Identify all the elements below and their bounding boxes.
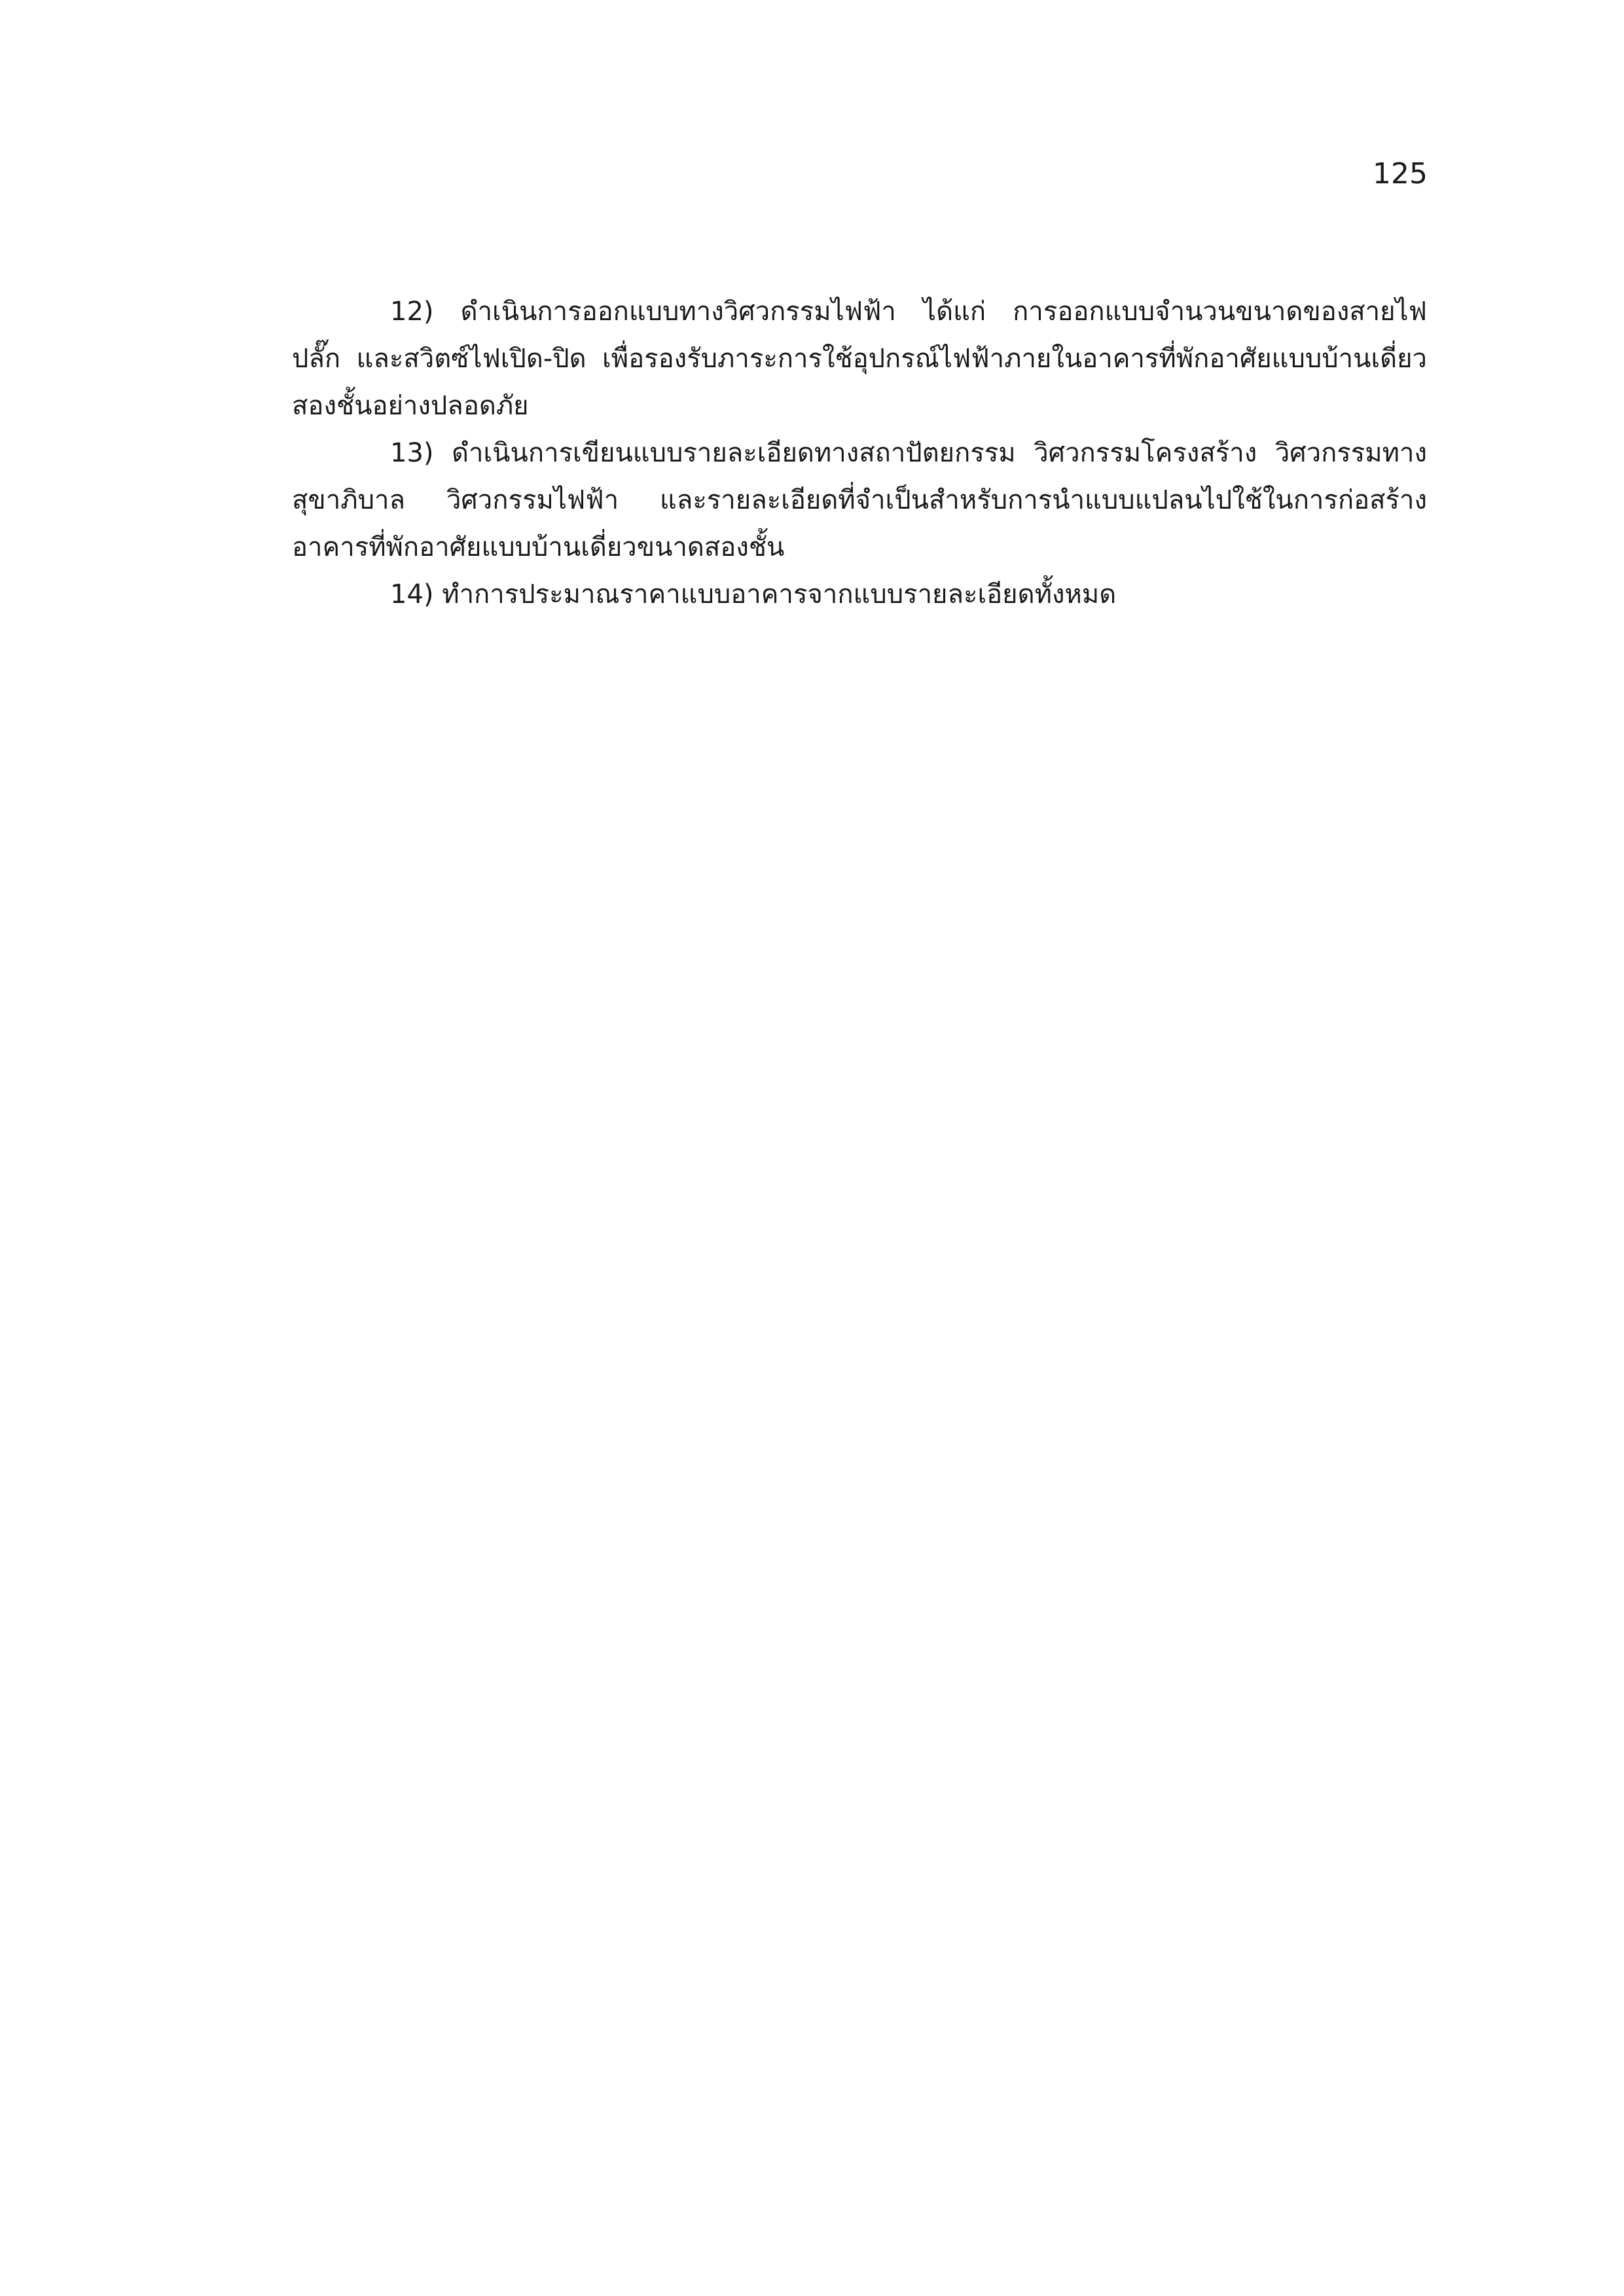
paragraph-item-12: 12) ดำเนินการออกแบบทางวิศวกรรมไฟฟ้า ได้แก่ การออกแบบจำนวนขนาดของสายไฟ ปลั๊ก และสวิตซ์ไฟเปิด-ปิด เพื่อรองรับภาระการใช้อุปกรณ์ไฟฟ้าภายในอาคารที่พักอาศัยแบบบ้านเดี่ยวสองชั้นอย่างปลอดภัย xyxy=(292,297,1427,421)
paragraph-item-14: 14) ทำการประมาณราคาแบบอาคารจากแบบรายละเอียดทั้งหมด xyxy=(390,579,1117,610)
body-text xyxy=(292,288,1427,618)
paragraph-item-13: 13) ดำเนินการเขียนแบบรายละเอียดทางสถาปัตยกรรม วิศวกรรมโครงสร้าง วิศวกรรมทางสุขาภิบาล วิศวกรรมไฟฟ้า และรายละเอียดที่จำเป็นสำหรับการนำแบบแปลนไปใช้ในการก่อสร้างอาคารที่พักอาศัยแบบบ้านเดี่ยวขนาดสองชั้น xyxy=(292,438,1427,562)
page-number: 125 xyxy=(1373,157,1428,191)
